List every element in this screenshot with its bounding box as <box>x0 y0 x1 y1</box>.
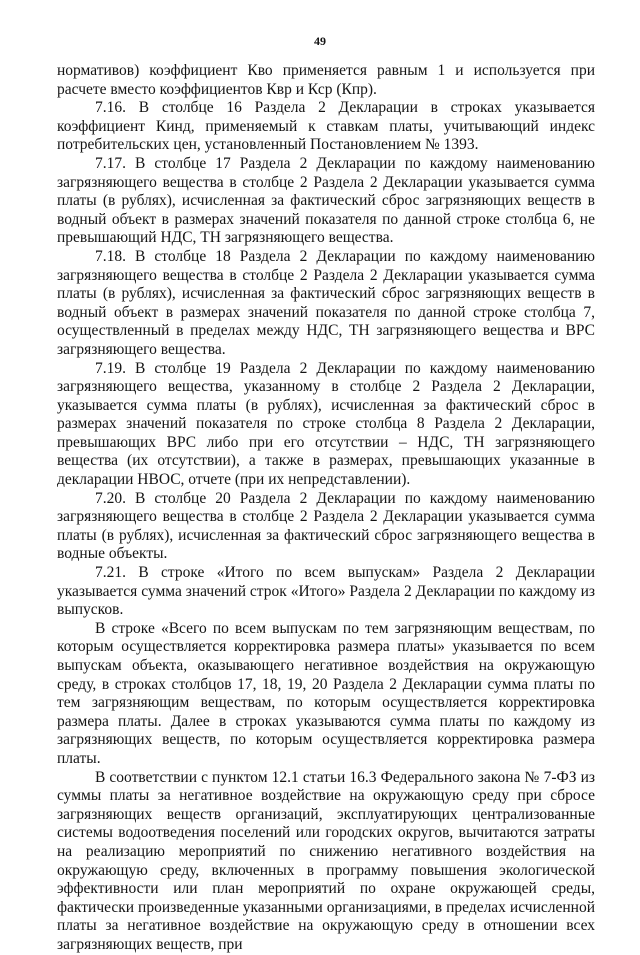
page-number: 49 <box>314 34 326 48</box>
paragraph-7-17: 7.17. В столбце 17 Раздела 2 Декларации по каждому наименованию загрязняющего вещества в столбце 2 Раздела 2 Декларации указывается сумма платы (в рублях), исчисленная за фактический сброс загрязняющих веществ в водный объект в размерах значений показателя по данной строке столбца 6, не превышающий НДС, ТН загрязняющего вещества. <box>57 154 595 247</box>
paragraph-7-21: 7.21. В строке «Итого по всем выпускам» Раздела 2 Декларации указывается сумма значений строк «Итого» Раздела 2 Декларации по каждому из выпусков. <box>57 564 595 619</box>
paragraph-7-19: 7.19. В столбце 19 Раздела 2 Декларации по каждому наименованию загрязняющего вещества, указанному в столбце 2 Раздела 2 Декларации, указывается сумма платы (в рублях), исчисленная за фактический сброс в размерах значений показателя по строке столбца 8 Раздела 2 Декларации, превышающих ВРС либо при его отсутствии – НДС, ТН загрязняющего вещества (их отсутствии), а также в размерах, превышающих указанные в декларации НВОС, отчете (при их непредставлении). <box>57 359 595 489</box>
paragraph-total-all-outlets: В строке «Всего по всем выпускам по тем загрязняющим веществам, по которым осуществляется корректировка размера платы» указывается по всем выпускам объекта, оказывающего негативное воздействия на окружающую среду, в строках столбцов 17, 18, 19, 20 Раздела 2 Декларации сумма платы по тем загрязняющим веществам, по которым осуществляется корректировка размера платы. Далее в строках указываются сумма платы по каждому из загрязняющих веществ, по которым осуществляется корректировка размера платы. <box>57 619 595 767</box>
paragraph-7-20: 7.20. В столбце 20 Раздела 2 Декларации по каждому наименованию загрязняющего вещества в столбце 2 Раздела 2 Декларации указывается сумма платы (в рублях), исчисленная за фактический сброс загрязняющего вещества в водные объекты. <box>57 489 595 563</box>
document-body <box>57 62 595 955</box>
paragraph-7-18: 7.18. В столбце 18 Раздела 2 Декларации по каждому наименованию загрязняющего вещества в столбце 2 Раздела 2 Декларации указывается сумма платы (в рублях), исчисленная за фактический сброс загрязняющих веществ в водный объект в размерах значений показателя по данной строке столбца 7, осуществленный в пределах между НДС, ТН загрязняющего вещества и ВРС загрязняющего вещества. <box>57 247 595 358</box>
paragraph-continuation: нормативов) коэффициент Кво применяется равным 1 и используется при расчете вместо коэффициентов Квр и Кср (Кпр). <box>57 62 595 98</box>
paragraph-7-16: 7.16. В столбце 16 Раздела 2 Декларации в строках указывается коэффициент Кинд, применяемый к ставкам платы, учитывающий индекс потребительских цен, установленный Постановлением № 1393. <box>57 99 595 154</box>
paragraph-federal-law-7fz: В соответствии с пунктом 12.1 статьи 16.3 Федерального закона № 7-ФЗ из суммы платы за негативное воздействие на окружающую среду при сбросе загрязняющих веществ организаций, эксплуатирующих централизованные системы водоотведения поселений или городских округов, вычитаются затраты на реализацию мероприятий по снижению негативного воздействия на окружающую среду, включенных в программу повышения экологической эффективности или план мероприятий по охране окружающей среды, фактически произведенные указанными организациями, в пределах исчисленной платы за негативное воздействие на окружающую среду в отношении всех загрязняющих веществ, при <box>57 768 595 953</box>
